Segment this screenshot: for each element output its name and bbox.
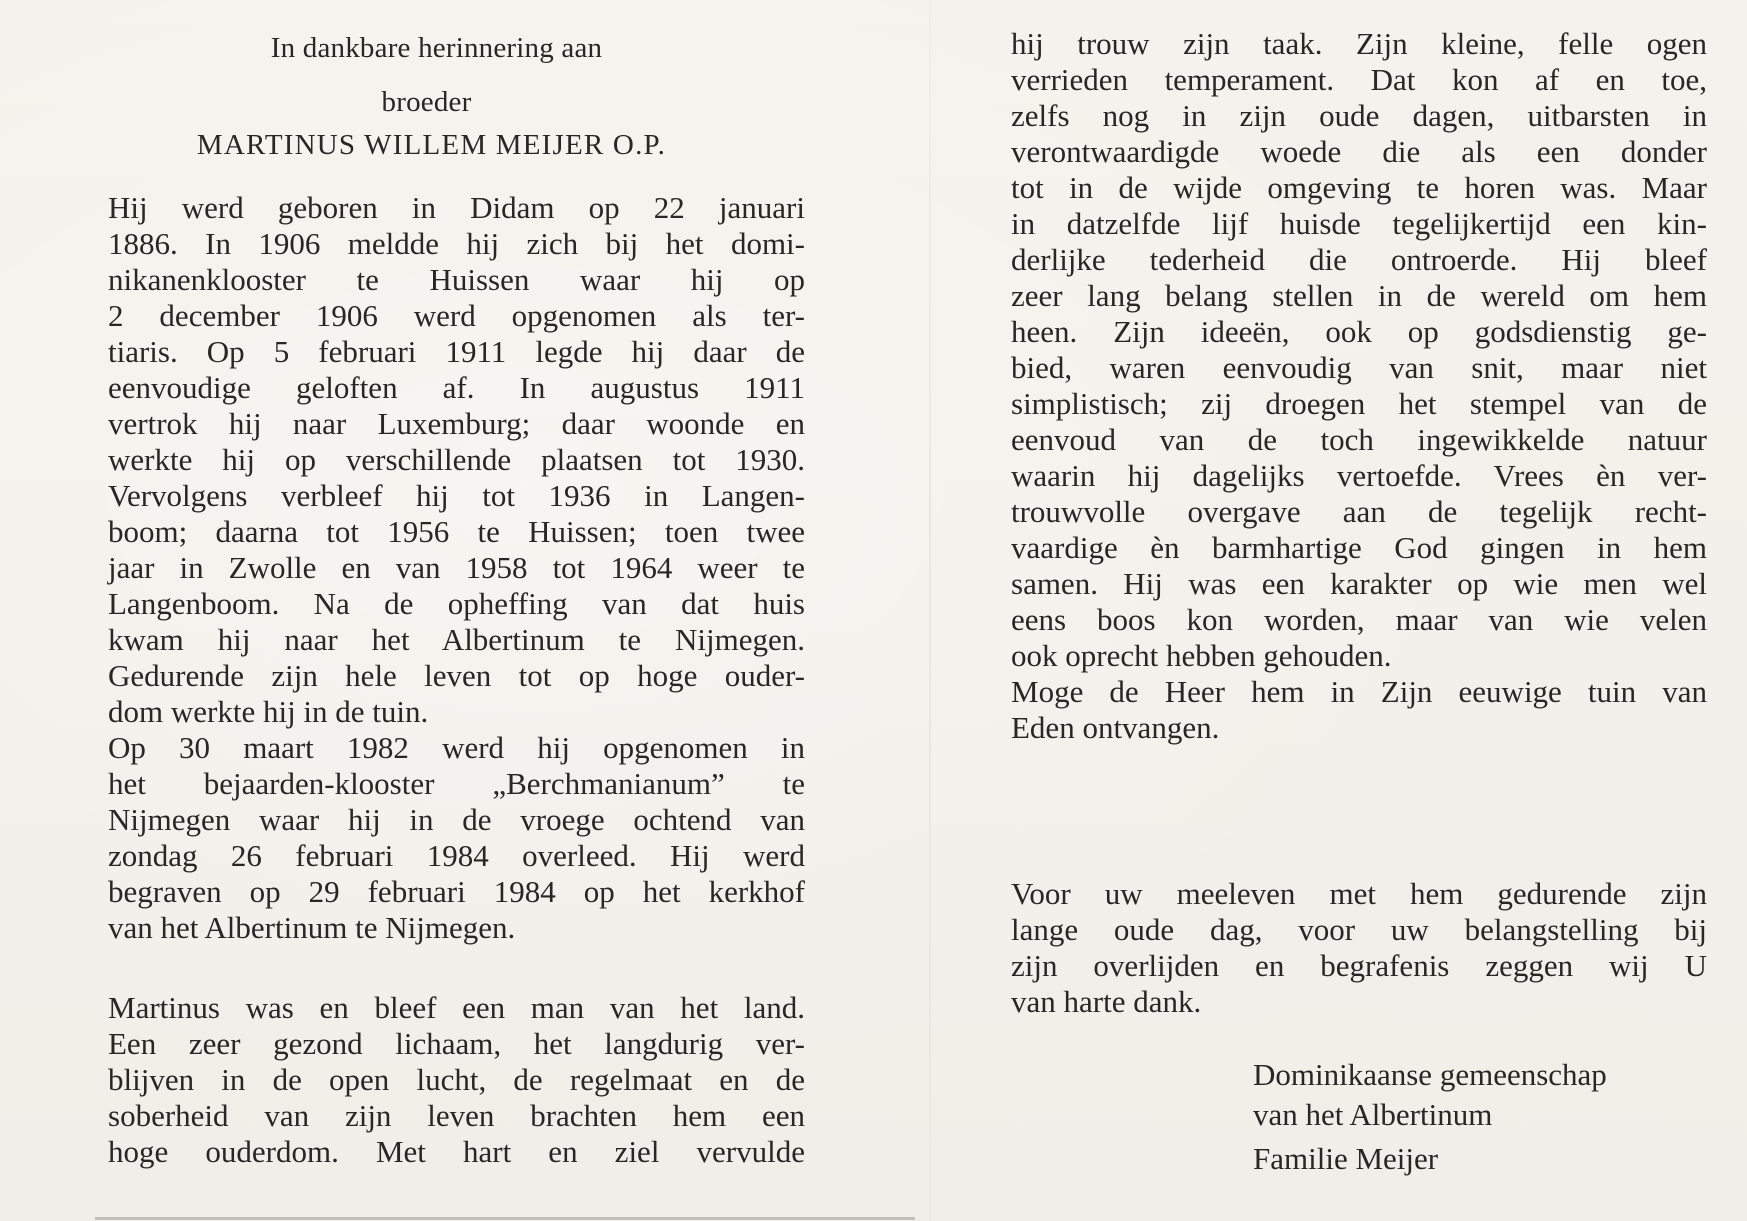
text-line: van harte dank. xyxy=(1011,984,1202,1019)
intro-line: In dankbare herinnering aan xyxy=(270,32,603,64)
text-line: zijn overlijden en begrafenis zeggen wij U xyxy=(1011,948,1707,983)
text-line: lange oude dag, voor uw belangstelling bij xyxy=(1011,912,1707,947)
text-line: van het Albertinum te Nijmegen. xyxy=(108,910,516,945)
text-line: soberheid van zijn leven brachten hem een xyxy=(108,1098,805,1133)
text-line: Langenboom. Na de opheffing van dat huis xyxy=(108,586,805,621)
card-edge xyxy=(95,1217,915,1220)
text-line: kwam hij naar het Albertinum te Nijmegen. xyxy=(108,622,805,657)
text-line: werkte hij op verschillende plaatsen tot 1930. xyxy=(108,442,805,477)
text-line: derlijke tederheid die ontroerde. Hij bleef xyxy=(1011,242,1707,277)
text-line: begraven op 29 februari 1984 op het kerkhof xyxy=(108,874,805,909)
right-panel xyxy=(1011,26,1707,746)
text-line: zelfs nog in zijn oude dagen, uitbarsten in xyxy=(1011,98,1707,133)
text-line: zondag 26 februari 1984 overleed. Hij werd xyxy=(108,838,805,873)
text-line: hij trouw zijn taak. Zijn kleine, felle ogen xyxy=(1011,26,1707,61)
text-line: Op 30 maart 1982 werd hij opgenomen in xyxy=(108,730,805,765)
text-line: heen. Zijn ideeën, ook op godsdienstig ge- xyxy=(1011,314,1707,349)
prayer-paragraph xyxy=(1011,674,1707,746)
text-line: samen. Hij was een karakter op wie men wel xyxy=(1011,566,1707,601)
text-line: Vervolgens verbleef hij tot 1936 in Langen- xyxy=(108,478,805,513)
card-fold xyxy=(929,0,931,1221)
signature-line: Familie Meijer xyxy=(1253,1141,1439,1176)
text-line: Voor uw meeleven met hem gedurende zijn xyxy=(1011,876,1707,911)
text-line: boom; daarna tot 1956 te Huissen; toen twee xyxy=(108,514,805,549)
text-line: tiaris. Op 5 februari 1911 legde hij daar de xyxy=(108,334,805,369)
text-line: bied, waren eenvoudig van snit, maar niet xyxy=(1011,350,1707,385)
text-line: Moge de Heer hem in Zijn eeuwige tuin van xyxy=(1011,674,1707,709)
text-line: 2 december 1906 werd opgenomen als ter- xyxy=(108,298,805,333)
deceased-name: MARTINUS WILLEM MEIJER O.P. xyxy=(196,129,667,161)
text-line: simplistisch; zij droegen het stempel van de xyxy=(1011,386,1707,421)
text-line: 1886. In 1906 meldde hij zich bij het domi- xyxy=(108,226,805,261)
text-line: eenvoudige geloften af. In augustus 1911 xyxy=(108,370,805,405)
signature-line: Dominikaanse gemeenschap xyxy=(1253,1057,1607,1092)
text-line: hoge ouderdom. Met hart en ziel vervulde xyxy=(108,1134,805,1169)
left-panel xyxy=(108,26,805,1170)
text-line: waarin hij dagelijks vertoefde. Vrees èn ver- xyxy=(1011,458,1707,493)
text-line: jaar in Zwolle en van 1958 tot 1964 weer te xyxy=(108,550,805,585)
biography-paragraph xyxy=(108,190,805,730)
text-line: tot in de wijde omgeving te horen was. Maar xyxy=(1011,170,1707,205)
text-line: nikanenklooster te Huissen waar hij op xyxy=(108,262,805,297)
text-line: Hij werd geboren in Didam op 22 januari xyxy=(108,190,805,225)
text-line: vertrok hij naar Luxemburg; daar woonde en xyxy=(108,406,805,441)
text-line: trouwvolle overgave aan de tegelijk recht- xyxy=(1011,494,1707,529)
text-line: vaardige èn barmhartige God gingen in hem xyxy=(1011,530,1707,565)
character-paragraph xyxy=(108,990,805,1170)
text-line: in datzelfde lijf huisde tegelijkertijd een kin- xyxy=(1011,206,1707,241)
death-paragraph xyxy=(108,730,805,946)
text-line: Eden ontvangen. xyxy=(1011,710,1220,745)
text-line: eens boos kon worden, maar van wie velen xyxy=(1011,602,1707,637)
title-line: broeder xyxy=(381,86,472,118)
text-line: ook oprecht hebben gehouden. xyxy=(1011,638,1392,673)
text-line: Nijmegen waar hij in de vroege ochtend van xyxy=(108,802,805,837)
thanks-block xyxy=(1011,876,1707,1020)
text-line: verontwaardigde woede die als een donder xyxy=(1011,134,1707,169)
signature-line: van het Albertinum xyxy=(1253,1097,1493,1132)
text-line: blijven in de open lucht, de regelmaat en de xyxy=(108,1062,805,1097)
thanks-paragraph xyxy=(1011,876,1707,1020)
character-continued-paragraph xyxy=(1011,26,1707,674)
text-line: zeer lang belang stellen in de wereld om hem xyxy=(1011,278,1707,313)
text-line: eenvoud van de toch ingewikkelde natuur xyxy=(1011,422,1707,457)
text-line: Martinus was en bleef een man van het land. xyxy=(108,990,805,1025)
paragraph-gap xyxy=(108,946,805,990)
text-line: Gedurende zijn hele leven tot op hoge ouder- xyxy=(108,658,805,693)
text-line: Een zeer gezond lichaam, het langdurig ver- xyxy=(108,1026,805,1061)
signature-block xyxy=(1253,1055,1713,1179)
text-line: dom werkte hij in de tuin. xyxy=(108,694,429,729)
text-line: verrieden temperament. Dat kon af en toe, xyxy=(1011,62,1707,97)
text-line: het bejaarden-klooster „Berchmanianum” te xyxy=(108,766,805,801)
